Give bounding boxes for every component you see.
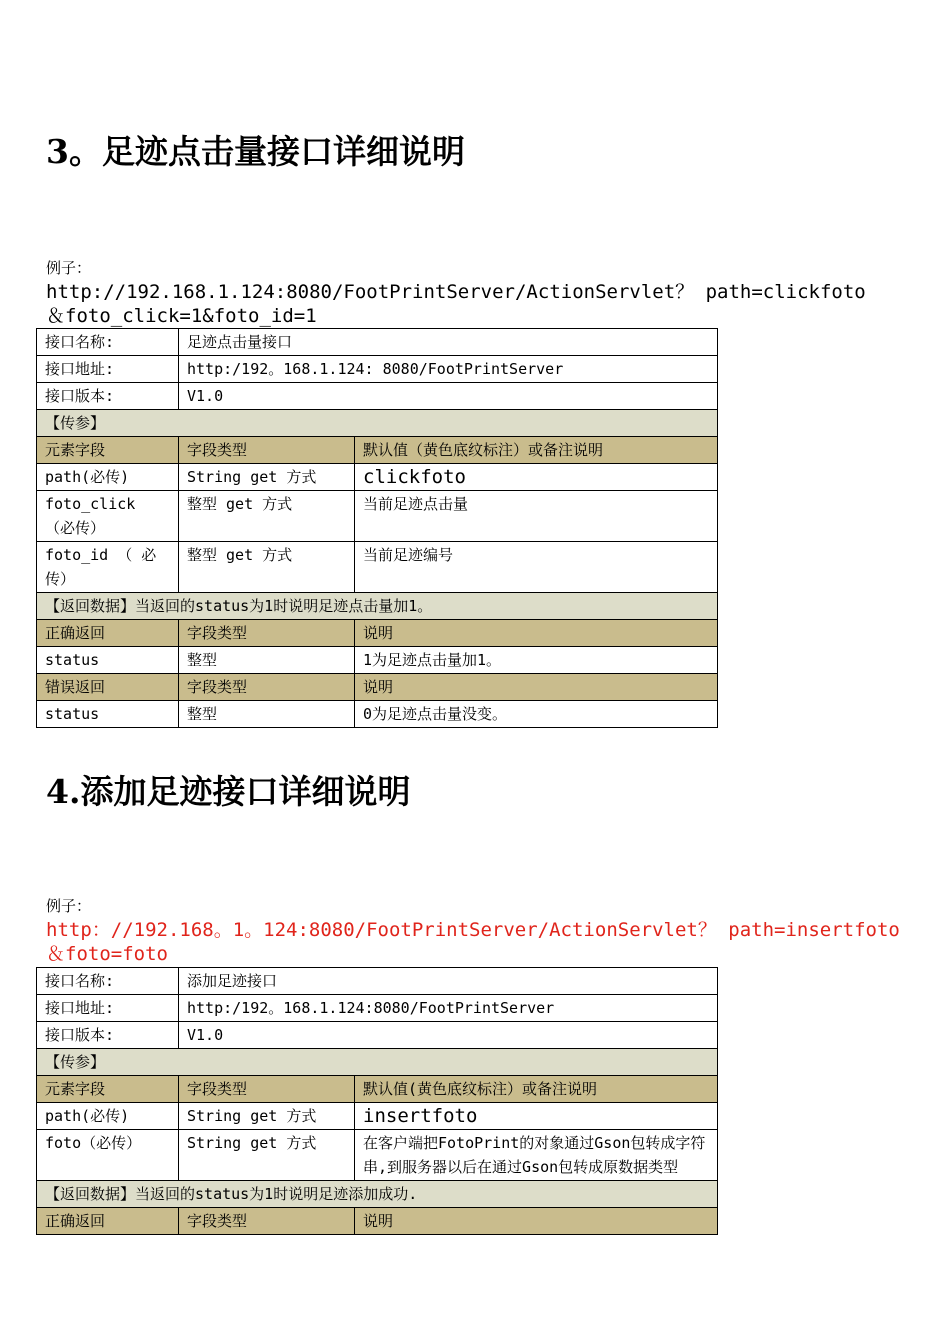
column-header: 默认值(黄色底纹标注）或备注说明 <box>355 1076 718 1103</box>
info-row-version <box>37 383 718 410</box>
return-note: 0为足迹点击量没变。 <box>355 701 718 728</box>
param-field: path(必传) <box>37 1103 179 1130</box>
column-header: 说明 <box>355 1208 718 1235</box>
spec-table-click <box>36 328 718 728</box>
param-field: foto（必传） <box>37 1130 179 1181</box>
column-header: 正确返回 <box>37 620 179 647</box>
param-header-row <box>37 437 718 464</box>
column-header: 元素字段 <box>37 1076 179 1103</box>
example-label: 例子： <box>46 259 92 277</box>
params-section-row <box>37 410 718 437</box>
info-label: 接口地址: <box>37 995 179 1022</box>
info-label: 接口名称: <box>37 329 179 356</box>
info-value: http:/192。168.1.124: 8080/FootPrintServer <box>179 356 718 383</box>
params-section-row <box>37 1049 718 1076</box>
param-row-path <box>37 1103 718 1130</box>
param-type: String get 方式 <box>179 1130 355 1181</box>
param-row-foto <box>37 1130 718 1181</box>
param-note: clickfoto <box>355 464 718 491</box>
return-field: status <box>37 701 179 728</box>
param-note: 在客户端把FotoPrint的对象通过Gson包转成字符串,到服务器以后在通过Gson包转成原数据类型 <box>355 1130 718 1181</box>
info-row-name <box>37 968 718 995</box>
column-header: 正确返回 <box>37 1208 179 1235</box>
return-type: 整型 <box>179 647 355 674</box>
param-row-foto-id <box>37 542 718 593</box>
error-row <box>37 701 718 728</box>
column-header: 默认值（黄色底纹标注）或备注说明 <box>355 437 718 464</box>
example-label: 例子： <box>46 897 92 915</box>
info-label: 接口地址: <box>37 356 179 383</box>
info-label: 接口名称: <box>37 968 179 995</box>
ok-row <box>37 647 718 674</box>
info-row-name <box>37 329 718 356</box>
error-header-row <box>37 674 718 701</box>
ok-header-row <box>37 620 718 647</box>
example-url-line-2: ＆foto_click=1&foto_id=1 <box>46 305 317 327</box>
column-header: 字段类型 <box>179 1208 355 1235</box>
example-url-line-2: ＆foto=foto <box>46 943 168 965</box>
info-row-address <box>37 995 718 1022</box>
info-value: V1.0 <box>179 1022 718 1049</box>
return-note: 1为足迹点击量加1。 <box>355 647 718 674</box>
info-value: 添加足迹接口 <box>179 968 718 995</box>
info-row-version <box>37 1022 718 1049</box>
return-section-title: 【返回数据】当返回的status为1时说明足迹添加成功. <box>37 1181 718 1208</box>
param-row-foto-click <box>37 491 718 542</box>
return-section-row <box>37 1181 718 1208</box>
param-note: insertfoto <box>355 1103 718 1130</box>
column-header: 元素字段 <box>37 437 179 464</box>
info-row-address <box>37 356 718 383</box>
param-field: foto_id （ 必传） <box>37 542 179 593</box>
spec-table-insert <box>36 967 718 1235</box>
param-header-row <box>37 1076 718 1103</box>
param-type: String get 方式 <box>179 1103 355 1130</box>
ok-header-row <box>37 1208 718 1235</box>
column-header: 说明 <box>355 674 718 701</box>
param-type: 整型 get 方式 <box>179 491 355 542</box>
param-row-path <box>37 464 718 491</box>
section-3-title: 3。足迹点击量接口详细说明 <box>46 132 465 171</box>
param-field: path(必传) <box>37 464 179 491</box>
param-type: 整型 get 方式 <box>179 542 355 593</box>
info-label: 接口版本: <box>37 1022 179 1049</box>
section-4-title: 4.添加足迹接口详细说明 <box>46 772 411 811</box>
return-section-row <box>37 593 718 620</box>
column-header: 字段类型 <box>179 620 355 647</box>
params-section-title: 【传参】 <box>37 1049 718 1076</box>
param-note: 当前足迹点击量 <box>355 491 718 542</box>
example-url-line-1: http：//192.168。1。124:8080/FootPrintServer/ActionServlet？ path=insertfoto <box>46 919 900 941</box>
column-header: 错误返回 <box>37 674 179 701</box>
column-header: 说明 <box>355 620 718 647</box>
return-field: status <box>37 647 179 674</box>
column-header: 字段类型 <box>179 1076 355 1103</box>
param-field: foto_click （必传） <box>37 491 179 542</box>
example-url-line-1: http://192.168.1.124:8080/FootPrintServer/ActionServlet？ path=clickfoto <box>46 281 866 303</box>
return-section-title: 【返回数据】当返回的status为1时说明足迹点击量加1。 <box>37 593 718 620</box>
param-type: String get 方式 <box>179 464 355 491</box>
param-note: 当前足迹编号 <box>355 542 718 593</box>
info-value: http:/192。168.1.124:8080/FootPrintServer <box>179 995 718 1022</box>
column-header: 字段类型 <box>179 437 355 464</box>
info-value: V1.0 <box>179 383 718 410</box>
info-value: 足迹点击量接口 <box>179 329 718 356</box>
column-header: 字段类型 <box>179 674 355 701</box>
info-label: 接口版本: <box>37 383 179 410</box>
params-section-title: 【传参】 <box>37 410 718 437</box>
return-type: 整型 <box>179 701 355 728</box>
